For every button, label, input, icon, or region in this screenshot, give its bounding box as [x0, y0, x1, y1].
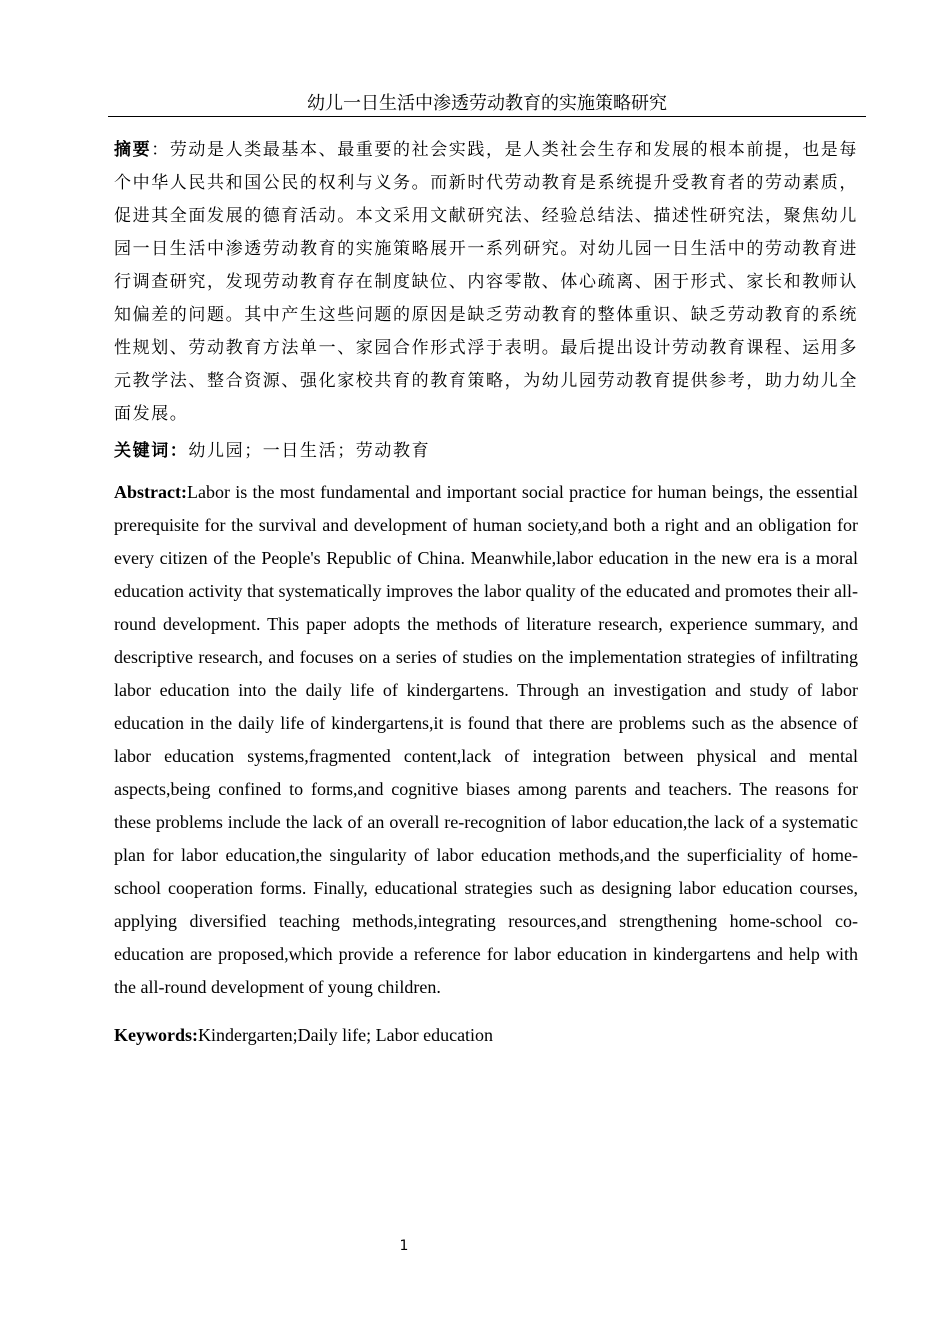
- english-keywords: [114, 1019, 858, 1052]
- page-number: 1: [399, 1238, 409, 1254]
- abstract-content: [114, 134, 858, 1052]
- english-keywords-label: Keywords:: [114, 1025, 198, 1045]
- english-abstract-label: Abstract:: [114, 482, 187, 502]
- chinese-keywords-label: 关键词：: [114, 441, 189, 461]
- chinese-abstract-separator: ：: [151, 140, 170, 160]
- chinese-abstract-text: 劳动是人类最基本、最重要的社会实践，是人类社会生存和发展的根本前提，也是每个中华人民共和国公民的权利与义务。而新时代劳动教育是系统提升受教育者的劳动素质，促进其全面发展的德育活动。本文采用文献研究法、经验总结法、描述性研究法，聚焦幼儿园一日生活中渗透劳动教育的实施策略展开一系列研究。对幼儿园一日生活中的劳动教育进行调查研究，发现劳动教育存在制度缺位、内容零散、体心疏离、困于形式、家长和教师认知偏差的问题。其中产生这些问题的原因是缺乏劳动教育的整体重识、缺乏劳动教育的系统性规划、劳动教育方法单一、家园合作形式浮于表明。最后提出设计劳动教育课程、运用多元教学法、整合资源、强化家校共育的教育策略，为幼儿园劳动教育提供参考，助力幼儿全面发展。: [114, 140, 859, 424]
- english-abstract-text: Labor is the most fundamental and important social practice for human beings, the essential prerequisite for the survival and development of human society,and both a right and an obligation for every citizen of the People's Republic of China. Meanwhile,labor education in the new era is a moral education activity that systematically improves the labor quality of the educated and promotes their all-round development. This paper adopts the methods of literature research, experience summary, and descriptive research, and focuses on a series of studies on the implementation strategies of infiltrating labor education into the daily life of kindergartens. Through an investigation and study of labor education in the daily life of kindergartens,it is found that there are problems such as the absence of labor education systems,fragmented content,lack of integration between physical and mental aspects,being confined to forms,and cognitive biases among parents and teachers. The reasons for these problems include the lack of an overall re-recognition of labor education,the lack of a systematic plan for labor education,the singularity of labor education methods,and the superficiality of home-school cooperation forms. Finally, educational strategies such as designing labor education courses, applying diversified teaching methods,integrating resources,and strengthening home-school co-education are proposed,which provide a reference for labor education in kindergartens and help with the all-round development of young children.: [114, 482, 858, 997]
- english-abstract: [114, 476, 858, 1004]
- chinese-abstract-label: 摘要: [114, 140, 152, 160]
- chinese-keywords-text: 幼儿园；一日生活；劳动教育: [188, 441, 431, 461]
- english-keywords-text: Kindergarten;Daily life; Labor education: [198, 1025, 494, 1045]
- chinese-keywords: [114, 435, 858, 468]
- page-header-title: 幼儿一日生活中渗透劳动教育的实施策略研究: [108, 92, 866, 117]
- chinese-abstract: [114, 134, 858, 431]
